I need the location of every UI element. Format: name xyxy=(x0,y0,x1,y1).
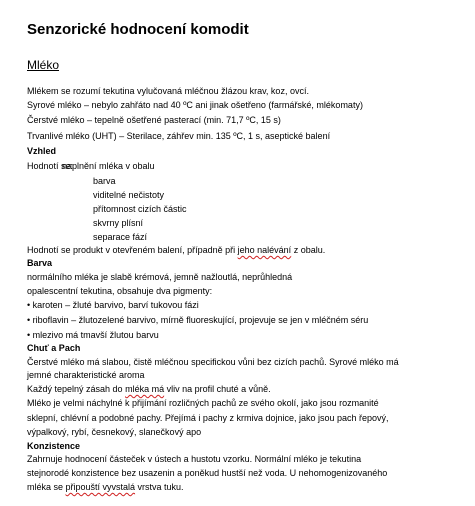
vzhled-note xyxy=(27,244,325,256)
barva-bullet: • karoten – žluté barvivo, barví tukovou fázi xyxy=(27,300,199,310)
vzhled-note-text: Hodnotí se produkt v otevřeném balení, případně při xyxy=(27,245,238,255)
chut-line: jemné charakteristické aroma xyxy=(27,370,145,380)
chut-text: vliv na profil chuté a vůně. xyxy=(164,384,271,394)
heading-vzhled: Vzhled xyxy=(27,146,57,156)
vzhled-item: viditelné nečistoty xyxy=(93,190,165,200)
chut-text: Každý tepelný zásah do xyxy=(27,384,126,394)
spelling-flag: připouští vyvstalá xyxy=(65,482,136,492)
vzhled-item: skvrny plísní xyxy=(93,218,144,228)
vzhled-label: Hodnotí se: xyxy=(27,161,74,171)
konzistence-text: mléka se xyxy=(27,482,66,492)
konzistence-line xyxy=(27,481,184,493)
vzhled-item: barva xyxy=(93,176,116,186)
intro-line: Mlékem se rozumí tekutina vylučovaná mléčnou žlázou krav, koz, ovcí. xyxy=(27,86,309,96)
spelling-flag: mléka má xyxy=(125,384,165,394)
barva-bullet: • mlezivo má tmavší žlutou barvu xyxy=(27,330,159,340)
chut-line: Čerstvé mléko má slabou, čistě mléčnou specifickou vůni bez cizích pachů. Syrové mléko má xyxy=(27,357,399,367)
intro-line: Čerstvé mléko – tepelně ošetřené pasterací (min. 71,7 ºC, 15 s) xyxy=(27,115,281,125)
chut-line: sklepní, chlévní a podobné pachy. Přejímá i pachy z krmiva dojnice, jako jsou pach řepový, xyxy=(27,413,389,423)
chut-line xyxy=(27,383,271,395)
heading-konzistence: Konzistence xyxy=(27,441,81,451)
document-title: Senzorické hodnocení komodit xyxy=(27,21,249,38)
section-title-mleko: Mléko xyxy=(27,58,60,72)
konzistence-line: Zahrnuje hodnocení částeček v ústech a hustotu vzorku. Normální mléko je tekutina xyxy=(27,454,362,464)
konzistence-text: vrstva tuku. xyxy=(135,482,184,492)
vzhled-item: naplnění mléka v obalu xyxy=(62,161,155,171)
barva-line: opalescentní tekutina, obsahuje dva pigmenty: xyxy=(27,286,213,296)
chut-line: výpalkový, rybí, česnekový, slanečkový apo xyxy=(27,427,202,437)
intro-line: Trvanlivé mléko (UHT) – Sterilace, záhřev min. 135 ºC, 1 s, aseptické balení xyxy=(27,131,331,141)
heading-barva: Barva xyxy=(27,258,53,268)
vzhled-item: přítomnost cizích částic xyxy=(93,204,187,214)
vzhled-note-text: z obalu. xyxy=(291,245,326,255)
barva-bullet: • riboflavin – žlutozelené barvivo, mírně fluoreskující, projevuje se jen v mléčném séru xyxy=(27,315,369,325)
heading-chut: Chuť a Pach xyxy=(27,343,81,353)
spelling-flag: jeho nalévání xyxy=(237,245,292,255)
intro-line: Syrové mléko – nebylo zahřáto nad 40 ºC ani jinak ošetřeno (farmářské, mlékomaty) xyxy=(27,100,363,110)
chut-line: Mléko je velmi náchylné k přijímání rozličných pachů ze svého okolí, jako jsou rozmanité xyxy=(27,398,379,408)
vzhled-item: separace fází xyxy=(93,232,148,242)
barva-line: normálního mléka je slabě krémová, jemně nažloutlá, neprůhledná xyxy=(27,272,293,282)
konzistence-line: stejnorodé konzistence bez usazenin a poněkud hustší než voda. U nehomogenizovaného xyxy=(27,468,388,478)
